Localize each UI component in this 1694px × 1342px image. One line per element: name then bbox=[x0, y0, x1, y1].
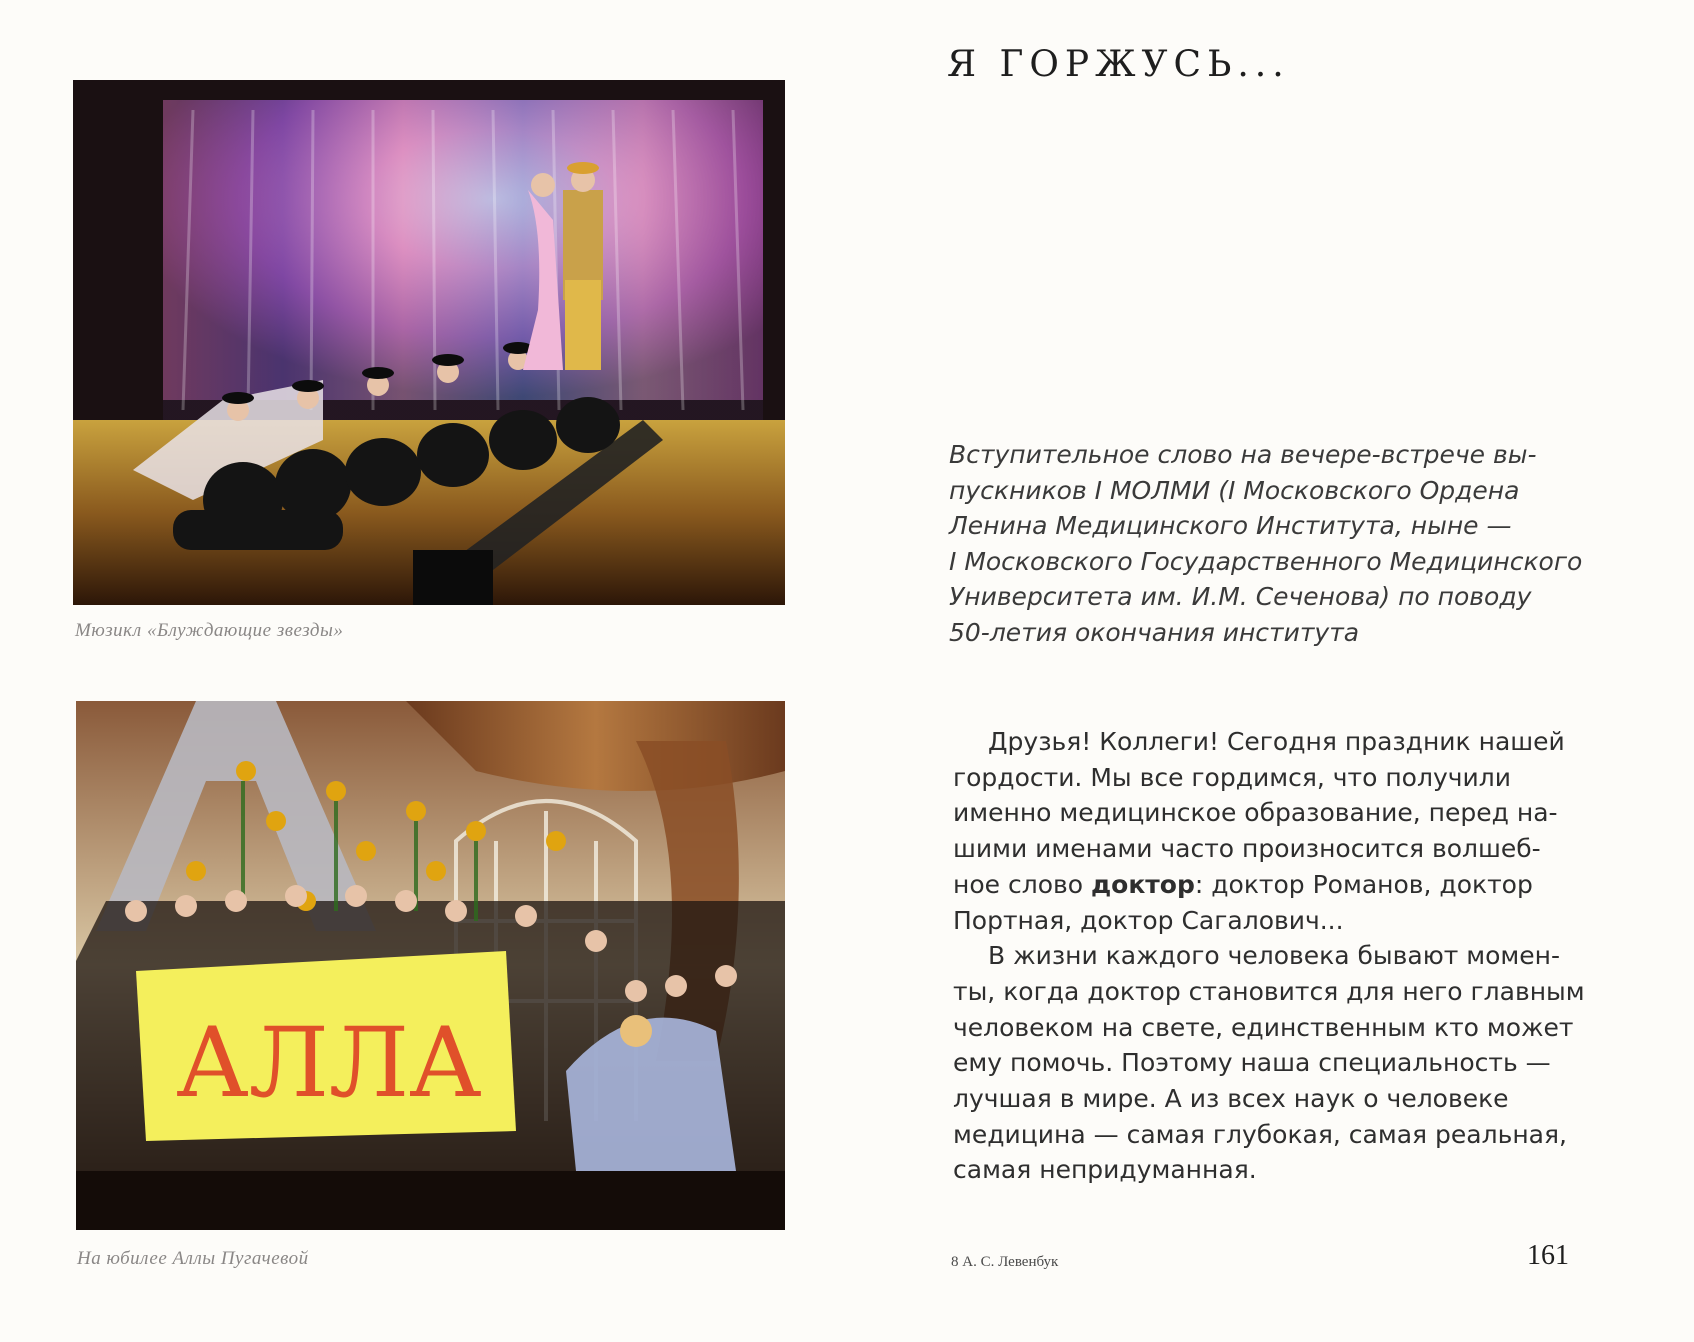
paragraph-line: именно медицинское образование, перед на- bbox=[953, 798, 1558, 828]
paragraph-line: ему помочь. Поэтому наша специальность — bbox=[953, 1048, 1551, 1078]
paragraph-line: шими именами часто произносится волшеб- bbox=[953, 834, 1541, 864]
chapter-intro bbox=[949, 437, 1583, 650]
paragraph-line bbox=[953, 867, 1575, 903]
photo-caption-musical: Мюзикл «Блуждающие звезды» bbox=[75, 620, 344, 641]
page-number: 161 bbox=[1527, 1240, 1569, 1271]
intro-line: Университета им. И.М. Сеченова) по поводу bbox=[949, 582, 1532, 611]
paragraph-line: лучшая в мире. А из всех наук о человеке bbox=[953, 1084, 1509, 1114]
paragraph-line: В жизни каждого человека бывают момен- bbox=[988, 941, 1561, 971]
intro-line: 50-летия окончания института bbox=[949, 617, 1360, 647]
paragraph-line: ты, когда доктор становится для него главным bbox=[953, 976, 1585, 1006]
paragraph-line: гордости. Мы все гордимся, что получили bbox=[953, 762, 1511, 792]
paragraph-line: Друзья! Коллеги! Сегодня праздник нашей bbox=[988, 727, 1565, 756]
body-text bbox=[953, 724, 1585, 1188]
intro-line: Ленина Медицинского Института, ныне — bbox=[949, 511, 1512, 540]
banner-alla-text: АЛЛА bbox=[176, 1007, 482, 1119]
intro-line: I Московского Государственного Медицинского bbox=[949, 546, 1583, 576]
photo-caption-jubilee: На юбилее Аллы Пугачевой bbox=[77, 1248, 309, 1269]
text-run: ное слово bbox=[953, 869, 1091, 899]
paragraph-line: медицина — самая глубокая, самая реальная, bbox=[953, 1119, 1567, 1149]
bold-term-doctor: доктор bbox=[1090, 869, 1195, 899]
paragraph-line: человеком на свете, единственным кто может bbox=[953, 1012, 1574, 1042]
jubilee-stage-photo bbox=[76, 701, 785, 1230]
intro-line: Вступительное слово на вечере-встрече вы- bbox=[949, 440, 1537, 469]
chapter-title: Я ГОРЖУСЬ... bbox=[947, 44, 1290, 85]
paragraph-line: самая непридуманная. bbox=[953, 1155, 1257, 1185]
signature-footer: 8 А. С. Левенбук bbox=[951, 1254, 1059, 1270]
paragraph-line: Портная, доктор Сагалович... bbox=[953, 905, 1344, 935]
intro-line: пускников I МОЛМИ (I Московского Ордена bbox=[949, 475, 1520, 505]
text-run: : доктор Романов, доктор bbox=[1194, 869, 1533, 899]
musical-stage-photo bbox=[73, 80, 785, 605]
